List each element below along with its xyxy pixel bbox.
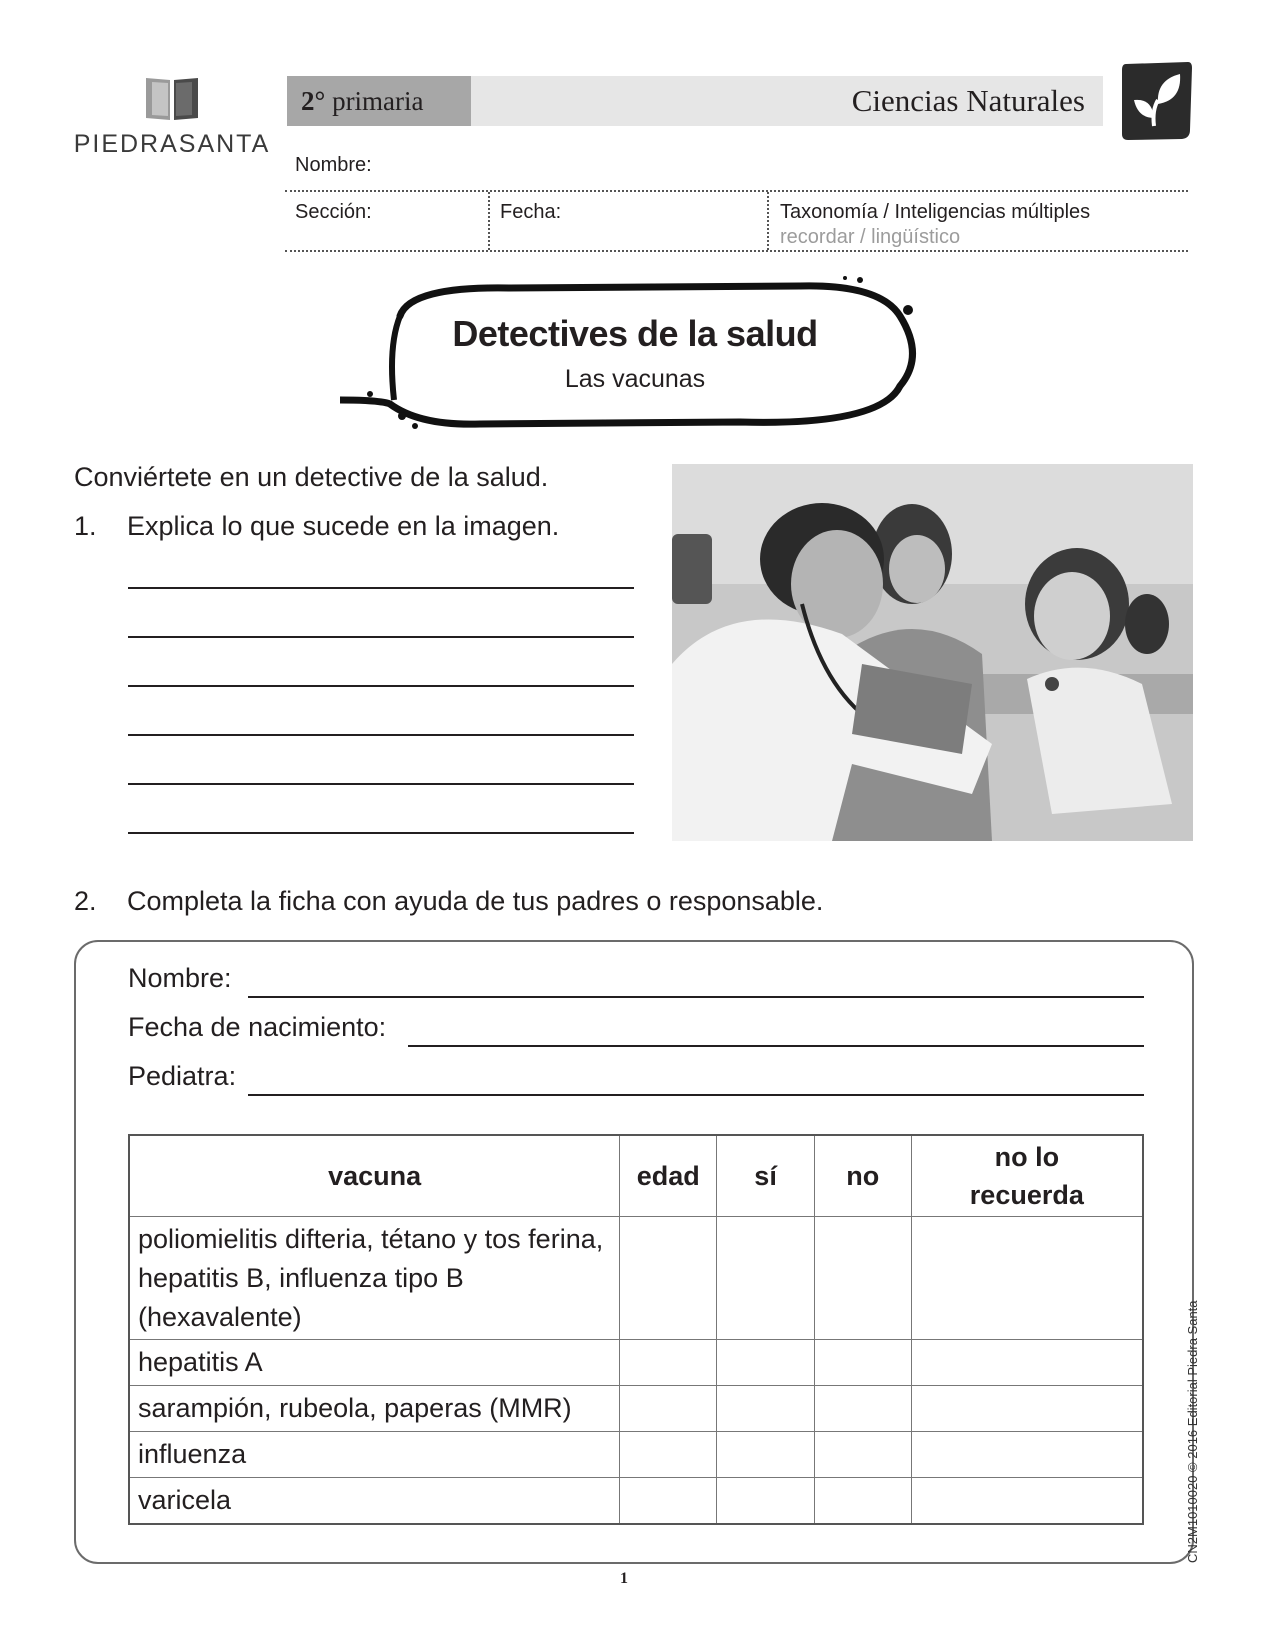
age-cell[interactable]	[620, 1340, 717, 1386]
table-row	[129, 1340, 1143, 1386]
question-number: 2.	[74, 886, 97, 916]
name-field[interactable]	[248, 996, 1144, 998]
age-cell[interactable]	[620, 1432, 717, 1478]
vaccine-name: hepatitis A	[129, 1340, 620, 1386]
publisher-logo	[72, 74, 272, 164]
copyright-notice: CN2M1010020 © 2016 Editorial Piedra Santa	[1185, 1300, 1200, 1563]
leaf-icon	[1118, 60, 1194, 142]
age-cell[interactable]	[620, 1386, 717, 1432]
age-cell[interactable]	[620, 1217, 717, 1340]
yes-cell[interactable]	[717, 1432, 815, 1478]
section-label: Sección:	[295, 201, 372, 223]
table-row	[129, 1217, 1143, 1340]
dont-remember-cell[interactable]	[911, 1432, 1143, 1478]
grade-word: primaria	[332, 86, 424, 116]
divider	[767, 192, 769, 250]
yes-cell[interactable]	[717, 1217, 815, 1340]
student-name-label: Nombre:	[295, 154, 372, 176]
dont-remember-cell[interactable]	[911, 1478, 1143, 1525]
answer-line[interactable]	[128, 685, 634, 687]
no-cell[interactable]	[814, 1217, 911, 1340]
page-number: 1	[620, 1570, 628, 1587]
birthdate-field[interactable]	[408, 1045, 1144, 1047]
doctor-examining-child-photo	[672, 464, 1193, 841]
taxonomy-value: recordar / lingüístico	[780, 226, 961, 248]
divider	[285, 250, 1188, 252]
yes-cell[interactable]	[717, 1478, 815, 1525]
answer-line[interactable]	[128, 783, 634, 785]
vaccine-name: influenza	[129, 1432, 620, 1478]
vaccine-name: poliomielitis difteria, tétano y tos ferina, hepatitis B, influenza tipo B (hexavalente)	[129, 1217, 620, 1340]
title-frame	[340, 276, 925, 436]
answer-line[interactable]	[128, 587, 634, 589]
question-text: Explica lo que sucede en la imagen.	[127, 511, 560, 541]
vaccine-name: varicela	[129, 1478, 620, 1525]
answer-line[interactable]	[128, 832, 634, 834]
column-header-yes: sí	[717, 1135, 815, 1217]
vaccine-table	[128, 1134, 1144, 1525]
dont-remember-cell[interactable]	[911, 1340, 1143, 1386]
table-row	[129, 1386, 1143, 1432]
answer-line[interactable]	[128, 734, 634, 736]
column-header-vaccine: vacuna	[129, 1135, 620, 1217]
subject-title: Ciencias Naturales	[471, 76, 1103, 126]
pediatrician-label: Pediatra:	[128, 1061, 237, 1091]
logo-text: PIEDRASANTA	[73, 130, 271, 158]
no-cell[interactable]	[814, 1340, 911, 1386]
age-cell[interactable]	[620, 1478, 717, 1525]
divider	[488, 192, 490, 250]
yes-cell[interactable]	[717, 1340, 815, 1386]
column-header-no: no	[814, 1135, 911, 1217]
dont-remember-cell[interactable]	[911, 1217, 1143, 1340]
grade-label	[287, 76, 471, 126]
pediatrician-field[interactable]	[248, 1094, 1144, 1096]
birthdate-label: Fecha de nacimiento:	[128, 1012, 387, 1042]
dont-remember-cell[interactable]	[911, 1386, 1143, 1432]
divider	[285, 190, 1188, 192]
date-label: Fecha:	[500, 201, 562, 223]
no-cell[interactable]	[814, 1386, 911, 1432]
table-row	[129, 1432, 1143, 1478]
table-row	[129, 1478, 1143, 1525]
yes-cell[interactable]	[717, 1386, 815, 1432]
intro-text: Conviértete en un detective de la salud.	[74, 462, 549, 492]
vaccine-name: sarampión, rubeola, paperas (MMR)	[129, 1386, 620, 1432]
column-header-age: edad	[620, 1135, 717, 1217]
taxonomy-label: Taxonomía / Inteligencias múltiples	[780, 201, 1091, 223]
grade-number: 2°	[301, 86, 326, 116]
answer-line[interactable]	[128, 636, 634, 638]
question-text: Completa la ficha con ayuda de tus padres o responsable.	[127, 886, 824, 916]
worksheet-title: Detectives de la salud	[452, 313, 818, 354]
card-name-label: Nombre:	[128, 963, 232, 993]
worksheet-subtitle: Las vacunas	[564, 365, 706, 393]
no-cell[interactable]	[814, 1478, 911, 1525]
question-number: 1.	[74, 511, 97, 541]
no-cell[interactable]	[814, 1432, 911, 1478]
book-icon	[144, 74, 200, 122]
column-header-dont-remember: no lo recuerda	[911, 1135, 1143, 1217]
